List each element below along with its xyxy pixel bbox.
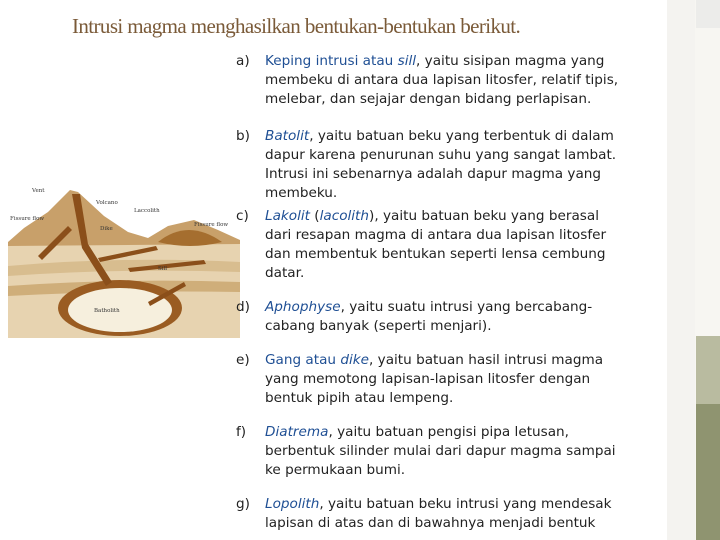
slide-title: Intrusi magma menghasilkan bentukan-bentukan berikut. xyxy=(72,14,521,38)
item-marker: a) xyxy=(236,53,250,69)
item-text: , yaitu batuan pengisi pipa letusan, berbentuk silinder mulai dari dapur magma sampai ke permukaan bumi. xyxy=(265,424,616,478)
item-term: Gang atau xyxy=(265,352,341,368)
label-fissure-flow-right: Fissure flow xyxy=(194,222,229,228)
item-marker: e) xyxy=(236,352,250,368)
label-vent: Vent xyxy=(32,188,45,194)
item-marker: f) xyxy=(236,424,247,440)
item-term: lacolith xyxy=(319,208,370,224)
intrusion-list xyxy=(236,52,620,533)
list-item xyxy=(236,52,620,109)
label-sill: Sill xyxy=(158,266,168,272)
item-marker: b) xyxy=(236,128,250,144)
item-term: Keping intrusi atau xyxy=(265,53,398,69)
item-term: Lopolith xyxy=(265,496,320,512)
list-item xyxy=(236,127,620,203)
list-item xyxy=(236,423,620,480)
list-item xyxy=(236,495,620,533)
item-text: ), yaitu batuan beku yang berasal dari resapan magma di antara dua lapisan litosfer dan membentuk bentukan seperti lensa cembung datar. xyxy=(265,208,607,281)
list-item xyxy=(236,207,620,283)
decor-block xyxy=(696,0,720,28)
item-term: Batolit xyxy=(265,128,310,144)
item-term: Diatrema xyxy=(265,424,329,440)
item-text: , yaitu sisipan magma yang membeku di antara dua lapisan litosfer, relatif tipis, melebar, dan sejajar dengan bidang perlapisan. xyxy=(265,53,619,107)
label-dike: Dike xyxy=(100,226,113,232)
item-term: Aphophyse xyxy=(265,299,341,315)
list-item xyxy=(236,351,620,408)
decor-block xyxy=(696,336,720,404)
item-marker: g) xyxy=(236,496,250,512)
item-term: sill xyxy=(397,53,417,69)
item-term: dike xyxy=(340,352,370,368)
label-laccolith: Laccolith xyxy=(134,208,160,214)
item-term: Lakolit xyxy=(265,208,310,224)
item-marker: c) xyxy=(236,208,249,224)
item-text: , yaitu batuan beku intrusi yang mendesak lapisan di atas dan di bawahnya menjadi bentuk xyxy=(265,496,612,531)
label-fissure-flow-left: Fissure flow xyxy=(10,216,45,222)
item-text: , yaitu batuan hasil intrusi magma yang memotong lapisan-lapisan litosfer dengan bentuk pipih atau lempeng. xyxy=(265,352,604,406)
item-text: , yaitu suatu intrusi yang bercabang-cabang banyak (seperti menjari). xyxy=(265,299,593,334)
item-text: ( xyxy=(309,208,320,224)
item-text: , yaitu batuan beku yang terbentuk di dalam dapur karena penurunan suhu yang sangat lambat. Intrusi ini sebenarnya adalah dapur magma yang membeku. xyxy=(265,128,617,201)
item-marker: d) xyxy=(236,299,250,315)
label-volcano: Volcano xyxy=(96,200,118,206)
decor-block xyxy=(696,404,720,540)
intrusion-diagram xyxy=(8,182,240,338)
list-item xyxy=(236,298,620,336)
label-batholith: Batholith xyxy=(94,308,120,314)
decor-stripe xyxy=(667,0,695,540)
